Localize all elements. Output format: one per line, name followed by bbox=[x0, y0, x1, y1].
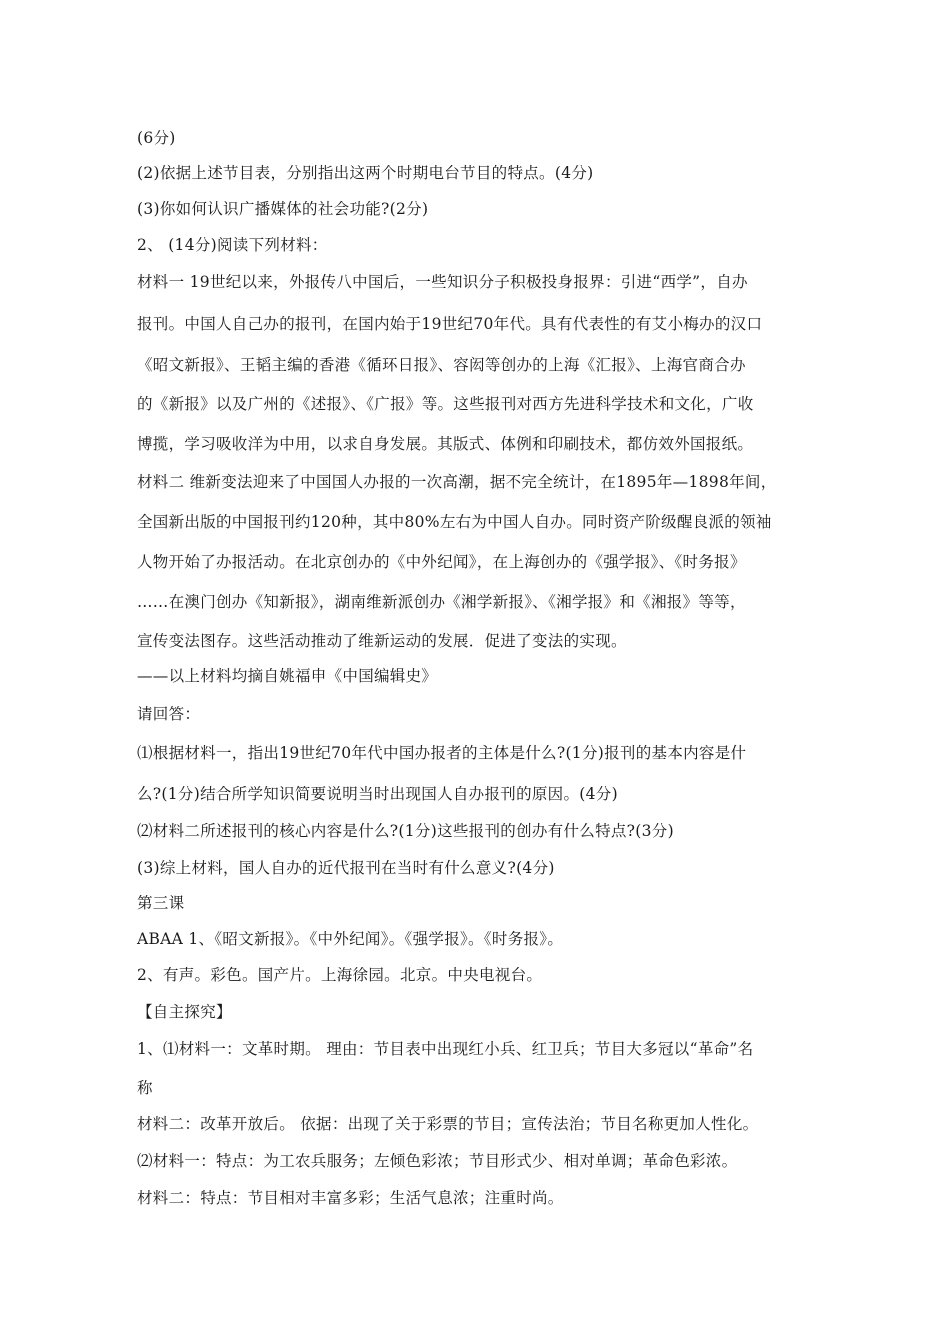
text-line: 报刊。中国人自己办的报刊，在国内始于19世纪70年代。具有代表性的有艾小梅办的汉口 bbox=[137, 315, 763, 333]
text-line: (3)你如何认识广播媒体的社会功能?(2分) bbox=[137, 200, 429, 218]
answer-line: 2、有声。彩色。国产片。上海徐园。北京。中央电视台。 bbox=[137, 966, 543, 984]
text-line: 全国新出版的中国报刊约120种，其中80%左右为中国人自办。同时资产阶级醒良派的领袖 bbox=[137, 513, 772, 531]
text-line: 的《新报》以及广州的《述报》、《广报》等。这些报刊对西方先进科学技术和文化，广收 bbox=[137, 395, 754, 413]
text-line: (2)依据上述节目表，分别指出这两个时期电台节目的特点。(4分) bbox=[137, 164, 594, 182]
answer-line: 材料二：改革开放后。 依据：出现了关于彩票的节目；宣传法治；节目名称更加人性化。 bbox=[137, 1115, 759, 1133]
text-line: 请回答： bbox=[137, 705, 201, 723]
text-line: ……在澳门创办《知新报》，湖南维新派创办《湘学新报》、《湘学报》和《湘报》等等， bbox=[137, 593, 746, 611]
section-heading: 【自主探究】 bbox=[137, 1003, 232, 1021]
question-line: ⑴根据材料一，指出19世纪70年代中国办报者的主体是什么?(1分)报刊的基本内容是什 bbox=[137, 744, 747, 762]
text-line: 宣传变法图存。这些活动推动了维新运动的发展．促进了变法的实现。 bbox=[137, 632, 627, 650]
question-line: ⑵材料二所述报刊的核心内容是什么?(1分)这些报刊的创办有什么特点?(3分) bbox=[137, 822, 674, 840]
text-line: 材料一 19世纪以来，外报传八中国后，一些知识分子积极投身报界：引进“西学”，自办 bbox=[137, 273, 748, 291]
answer-line: 材料二：特点：节目相对丰富多彩；生活气息浓；注重时尚。 bbox=[137, 1189, 564, 1207]
answer-line: 1、⑴材料一：文革时期。 理由：节目表中出现红小兵、红卫兵；节目大多冠以“革命”名 bbox=[137, 1040, 754, 1058]
section-heading: 第三课 bbox=[137, 894, 185, 912]
text-line: 2、 (14分)阅读下列材料： bbox=[137, 236, 328, 254]
text-line: 人物开始了办报活动。在北京创办的《中外纪闻》，在上海创办的《强学报》、《时务报》 bbox=[137, 553, 746, 571]
answer-line: 称 bbox=[137, 1079, 153, 1097]
question-line: 么?(1分)结合所学知识简要说明当时出现国人自办报刊的原因。(4分) bbox=[137, 785, 618, 803]
text-line: 博揽，学习吸收洋为中用，以求自身发展。其版式、体例和印刷技术，都仿效外国报纸。 bbox=[137, 435, 754, 453]
text-line: (6分) bbox=[137, 129, 176, 147]
answer-line: ⑵材料一：特点：为工农兵服务；左倾色彩浓；节目形式少、相对单调；革命色彩浓。 bbox=[137, 1152, 738, 1170]
source-citation: ——以上材料均摘自姚福申《中国编辑史》 bbox=[137, 667, 438, 685]
text-line: 材料二 维新变法迎来了中国国人办报的一次高潮，据不完全统计，在1895年—1898年间， bbox=[137, 473, 777, 491]
question-line: (3)综上材料，国人自办的近代报刊在当时有什么意义?(4分) bbox=[137, 859, 555, 877]
answer-line: ABAA 1、《昭文新报》。《中外纪闻》。《强学报》。《时务报》。 bbox=[137, 930, 564, 948]
text-line: 《昭文新报》、王韬主编的香港《循环日报》、容闳等创办的上海《汇报》、上海官商合办 bbox=[137, 356, 746, 374]
